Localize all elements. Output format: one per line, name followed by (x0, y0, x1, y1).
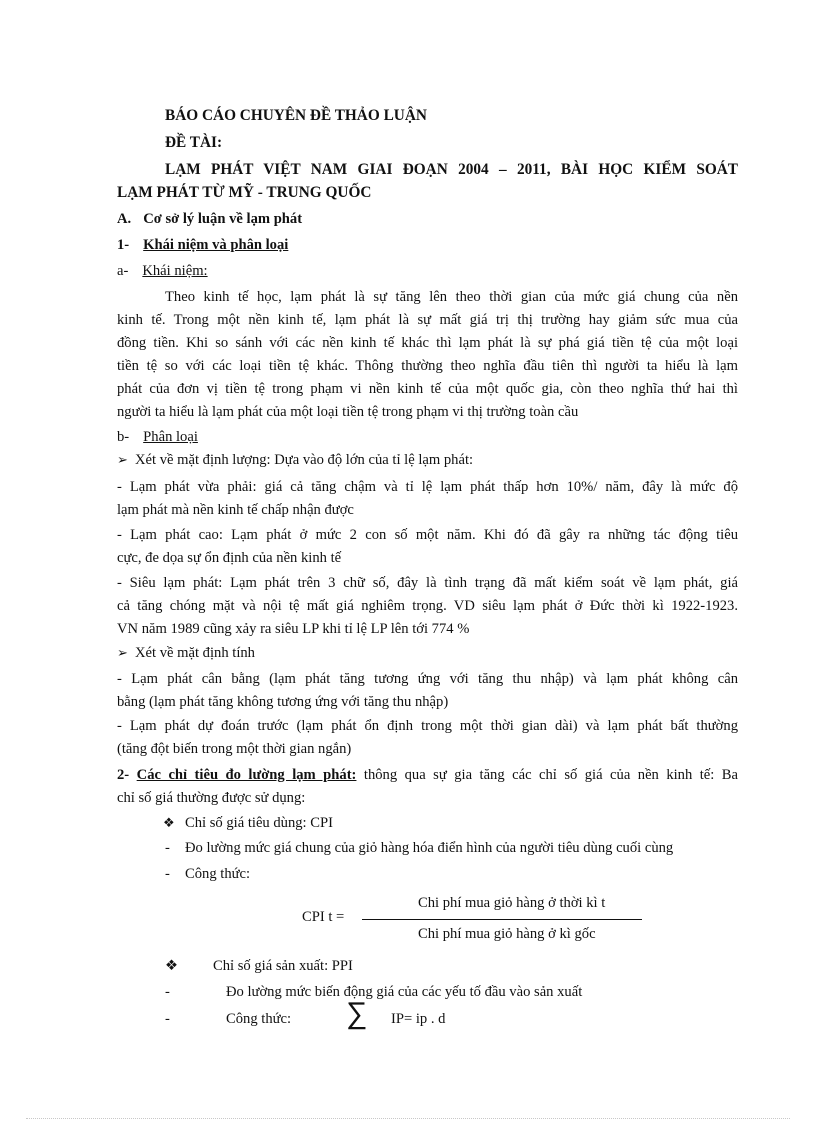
quant-item-line: - Lạm phát vừa phải: giá cả tăng chậm và tỉ lệ lạm phát thấp hơn 10%/ năm, đây là mức độ (117, 479, 738, 495)
definition-line: đồng tiền. Khi so sánh với các nền kinh tế khác thì lạm phát là sự phá giá tiền tệ của một loại (117, 335, 738, 351)
section-2-line-1 (117, 764, 738, 787)
arrow-bullet-icon: ➢ (117, 453, 128, 468)
quant-item-line: cả tăng chóng mặt và nội tệ mất giá nghiêm trọng. VD siêu lạm phát ở Đức thời kì 1922-1923. (117, 598, 738, 614)
qualitative-heading (117, 642, 255, 665)
definition-line: tiền tệ so với các loại tiền tệ khác. Thông thường theo nghĩa đầu tiên thì người ta hiểu là lạm (117, 358, 738, 374)
cpi-item-2: Công thức: (185, 866, 251, 882)
section-2-title: Các chỉ tiêu đo lường lạm phát: (136, 767, 357, 783)
definition-line: Theo kinh tế học, lạm phát là sự tăng lên theo thời gian của mức giá chung của nền (165, 289, 738, 305)
diamond-bullet-icon: ❖ (163, 816, 175, 831)
definition-line: người ta hiểu là lạm phát của một loại tiền tệ trong phạm vi thị trường toàn cầu (117, 404, 579, 420)
quant-item-line: cực, đe dọa sự ổn định của nền kinh tế (117, 550, 342, 566)
section-1-title: Khái niệm và phân loại (143, 237, 289, 253)
qual-item-line: - Lạm phát dự đoán trước (lạm phát ổn định trong một thời gian dài) và lạm phát bất thường (117, 718, 738, 734)
page-bottom-border (26, 1118, 790, 1119)
section-1b-title: Phân loại (143, 429, 198, 445)
ppi-formula: IP= ip . d (391, 1011, 446, 1027)
quant-item-line: - Siêu lạm phát: Lạm phát trên 3 chữ số, đây là tình trạng đã mất kiểm soát về lạm phát, giá (117, 575, 738, 591)
sigma-symbol: ∑ (346, 996, 368, 1031)
quantitative-heading (117, 449, 473, 472)
section-2-line-2: chỉ số giá thường được sử dụng: (117, 790, 306, 806)
section-1b-heading (117, 426, 198, 449)
ppi-bullet-icon: ❖ (165, 958, 179, 974)
cpi-formula-denominator: Chi phí mua giỏ hàng ở kì gốc (418, 926, 596, 942)
topic-label: ĐỀ TÀI: (165, 134, 223, 151)
ppi-item-1: Đo lường mức biến động giá của các yếu tố đầu vào sản xuất (226, 984, 583, 1000)
qual-item-line: bằng (lạm phát tăng không tương ứng với tăng thu nhập) (117, 694, 449, 710)
cpi-heading (163, 812, 333, 835)
section-1a-title: Khái niệm: (142, 263, 208, 279)
ppi-title: Chỉ số giá sản xuất: PPI (213, 958, 353, 974)
section-1a-marker: a- (117, 263, 129, 279)
ppi-dash-2: - (165, 1011, 170, 1027)
ppi-item-2: Công thức: (226, 1011, 292, 1027)
section-a-heading (117, 208, 302, 231)
cpi-fraction-line (362, 919, 642, 920)
section-1a-heading (117, 260, 208, 283)
cpi-dash-1: - (165, 840, 170, 856)
section-1-heading (117, 234, 288, 257)
report-title: BÁO CÁO CHUYÊN ĐỀ THẢO LUẬN (165, 107, 427, 124)
cpi-dash-2: - (165, 866, 170, 882)
qual-item-line: - Lạm phát cân bằng (lạm phát tăng tương ứng với tăng thu nhập) và lạm phát không cân (117, 671, 738, 687)
cpi-formula-lhs: CPI t = (302, 909, 345, 925)
section-a-marker: A. (117, 211, 132, 227)
topic-line-2: LẠM PHÁT TỪ MỸ - TRUNG QUỐC (117, 184, 372, 201)
arrow-bullet-icon: ➢ (117, 646, 128, 661)
definition-line: kinh tế. Trong một nền kinh tế, lạm phát là sự mất giá trị thị trường hay giảm sức mua của (117, 312, 738, 328)
cpi-item-1: Đo lường mức giá chung của giỏ hàng hóa điển hình của người tiêu dùng cuối cùng (185, 840, 674, 856)
quant-item-line: - Lạm phát cao: Lạm phát ở mức 2 con số một năm. Khi đó đã gây ra những tác động tiêu (117, 527, 738, 543)
qual-item-line: (tăng đột biến trong một thời gian ngắn) (117, 741, 352, 757)
quant-item-line: VN năm 1989 cũng xảy ra siêu LP khi tỉ lệ LP lên tới 774 % (117, 621, 470, 637)
cpi-formula-numerator: Chi phí mua giỏ hàng ở thời kì t (418, 895, 606, 911)
quant-item-line: lạm phát mà nền kinh tế chấp nhận được (117, 502, 354, 518)
qualitative-heading-text: Xét về mặt định tính (135, 645, 255, 661)
cpi-title: Chỉ số giá tiêu dùng: CPI (185, 815, 333, 831)
definition-line: phát của đơn vị tiền tệ trong phạm vi nền kinh tế của một quốc gia, còn theo nghĩa thứ hai thì (117, 381, 738, 397)
topic-line-1: LẠM PHÁT VIỆT NAM GIAI ĐOẠN 2004 – 2011, BÀI HỌC KIỂM SOÁT (165, 161, 738, 178)
section-2-text: thông qua sự gia tăng các chỉ số giá của nền kinh tế: Ba (356, 767, 739, 783)
quantitative-heading-text: Xét về mặt định lượng: Dựa vào độ lớn của tỉ lệ lạm phát: (135, 452, 474, 468)
section-2-marker: 2- (117, 767, 130, 783)
ppi-dash-1: - (165, 984, 170, 1000)
section-a-title: Cơ sở lý luận về lạm phát (143, 211, 303, 227)
section-1-marker: 1- (117, 237, 130, 253)
section-1b-marker: b- (117, 429, 130, 445)
